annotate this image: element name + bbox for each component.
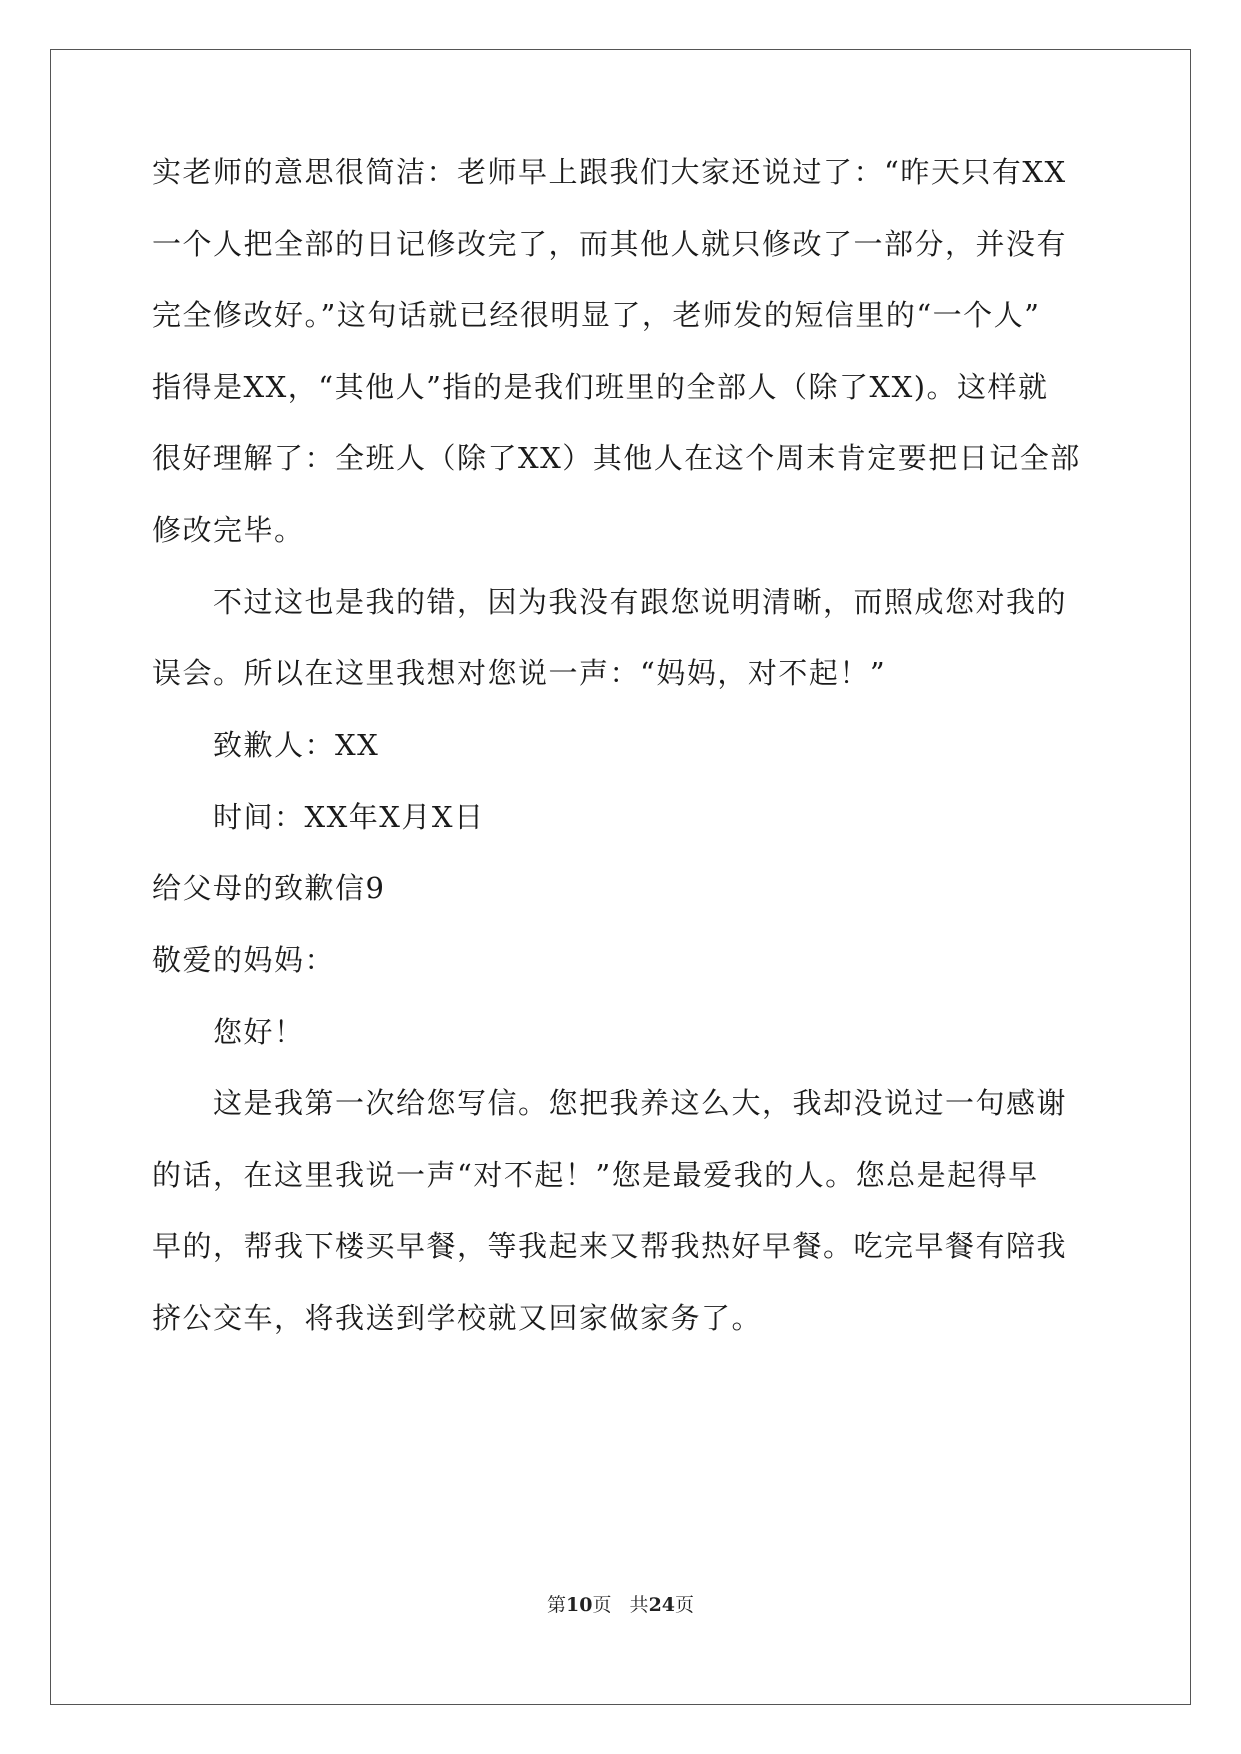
body-line: 这是我第一次给您写信。您把我养这么大，我却没说过一句感谢 [213,1086,1068,1120]
body-line: 早的，帮我下楼买早餐，等我起来又帮我热好早餐。吃完早餐有陪我 [152,1229,1068,1263]
body-line: 实老师的意思很简洁：老师早上跟我们大家还说过了：“昨天只有XX [152,155,1067,189]
body-line: 修改完毕。 [152,513,305,547]
letter-title: 给父母的致歉信9 [152,871,386,905]
footer-prefix: 第 [546,1594,566,1616]
date-line: 时间：XX年X月X日 [213,800,485,834]
page-footer [0,1593,1241,1617]
salutation: 敬爱的妈妈： [152,943,336,977]
body-line: 的话，在这里我说一声“对不起！”您是最爱我的人。您总是起得早 [152,1158,1039,1192]
footer-suffix: 页 [675,1594,695,1616]
body-line: 不过这也是我的错，因为我没有跟您说明清晰，而照成您对我的 [213,585,1068,619]
body-line: 挤公交车，将我送到学校就又回家做家务了。 [152,1301,763,1335]
body-line: 很好理解了：全班人（除了XX）其他人在这个周末肯定要把日记全部 [152,441,1081,475]
footer-page-number: 10 [565,1594,593,1616]
body-line: 指得是XX，“其他人”指的是我们班里的全部人（除了XX)。这样就 [152,370,1049,404]
body-line: 一个人把全部的日记修改完了，而其他人就只修改了一部分，并没有 [152,227,1068,261]
footer-middle: 页 共 [592,1594,649,1616]
body-line: 误会。所以在这里我想对您说一声：“妈妈，对不起！” [152,656,887,690]
signer-line: 致歉人：XX [213,728,380,762]
footer-total-pages: 24 [648,1594,676,1616]
greeting: 您好！ [213,1015,305,1049]
body-line: 完全修改好。”这句话就已经很明显了，老师发的短信里的“一个人” [152,298,1041,332]
